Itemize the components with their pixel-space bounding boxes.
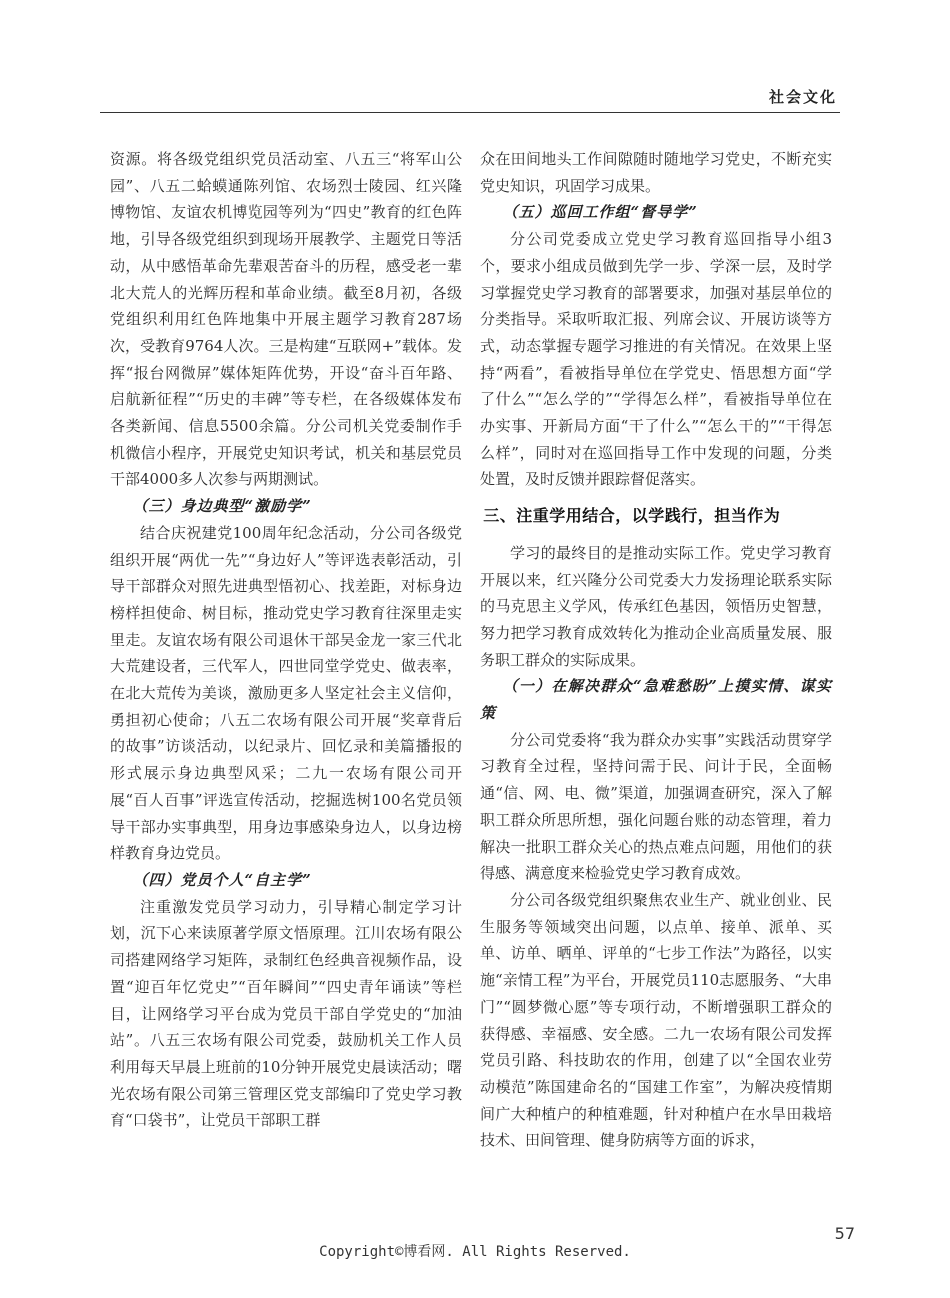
subheading: （三）身边典型“激励学” xyxy=(132,497,312,516)
paragraph: 众在田间地头工作间隙随时随地学习党史，不断充实党史知识，巩固学习成果。 xyxy=(480,150,832,195)
subheading: （四）党员个人“自主学” xyxy=(132,870,312,889)
paragraph: 分公司党委将“我为群众办实事”实践活动贯穿学习教育全过程，坚持问需于民、问计于民，全面畅通“信、网、电、微”渠道，加强调查研究，深入了解职工群众所思所想，强化问题台账的动态管理，着力解决一批职工群众关心的热点难点问题，用他们的获得感、满意度来检验党史学习教育成效。 xyxy=(480,730,832,883)
paragraph: 资源。将各级党组织党员活动室、八五三“将军山公园”、八五二蛤蟆通陈列馆、农场烈士陵园、红兴隆博物馆、友谊农机博览园等列为“四史”教育的红色阵地，引导各级党组织到现场开展教学、主题党日等活动，从中感悟革命先辈艰苦奋斗的历程，感受老一辈北大荒人的光辉历程和革命业绩。截至8月初，各级党组织利用红色阵地集中开展主题学习教育287场次，受教育9764人次。三是构建“互联网+”载体。发挥“报台网微屏”媒体矩阵优势，开设“奋斗百年路、启航新征程”“历史的丰碑”等专栏，在各级媒体发布各类新闻、信息5500余篇。分公司机关党委制作手机微信小程序，开展党史知识考试，机关和基层党员干部4000多人次参与两期测试。 xyxy=(110,150,462,489)
subheading: （五）巡回工作组“督导学” xyxy=(502,203,698,222)
paragraph: 学习的最终目的是推动实际工作。党史学习教育开展以来，红兴隆分公司党委大力发扬理论联系实际的马克思主义学风，传承红色基因，领悟历史智慧，努力把学习教育成效转化为推动企业高质量发展、服务职工群众的实际成果。 xyxy=(480,543,832,669)
copyright-notice: Copyright©博看网. All Rights Reserved. xyxy=(319,1244,631,1260)
paragraph: 结合庆祝建党100周年纪念活动，分公司各级党组织开展“两优一先”“身边好人”等评选表彰活动，引导干部群众对照先进典型悟初心、找差距，对标身边榜样担使命、树目标，推动党史学习教育往深里走实里走。友谊农场有限公司退休干部吴金龙一家三代北大荒建设者，三代军人，四世同堂学党史、做表率，在北大荒传为美谈，激励更多人坚定社会主义信仰，勇担初心使命；八五二农场有限公司开展“奖章背后的故事”访谈活动，以纪录片、回忆录和美篇播报的形式展示身边典型风采；二九一农场有限公司开展“百人百事”评选宣传活动，挖掘选树100名党员领导干部办实事典型，用身边事感染身边人，以身边榜样教育身边党员。 xyxy=(110,523,462,863)
header-rule xyxy=(100,112,840,113)
subheading: （一）在解决群众“急难愁盼”上摸实情、谋实策 xyxy=(480,677,832,723)
paragraph: 分公司党委成立党史学习教育巡回指导小组3个，要求小组成员做到先学一步、学深一层，及时学习掌握党史学习教育的部署要求，加强对基层单位的分类指导。采取听取汇报、列席会议、开展访谈等方式，动态掌握专题学习推进的有关情况。在效果上坚持“两看”，看被指导单位在学党史、悟思想方面“学了什么”“怎么学的”“学得怎么样”，看被指导单位在办实事、开新局方面“干了什么”“怎么干的”“干得怎么样”，同时对在巡回指导工作中发现的问题，分类处置，及时反馈并跟踪督促落实。 xyxy=(480,230,832,489)
left-column xyxy=(110,146,462,1134)
paragraph: 注重激发党员学习动力，引导精心制定学习计划，沉下心来读原著学原文悟原理。江川农场有限公司搭建网络学习矩阵，录制红色经典音视频作品，设置“迎百年忆党史”“百年瞬间”“四史青年诵读”等栏目，让网络学习平台成为党员干部自学党史的“加油站”。八五三农场有限公司党委，鼓励机关工作人员利用每天早晨上班前的10分钟开展党史晨读活动；曙光农场有限公司第三管理区党支部编印了党史学习教育“口袋书”，让党员干部职工群 xyxy=(110,897,462,1130)
section-label: 社会文化 xyxy=(768,88,837,106)
right-column xyxy=(480,146,832,1154)
section-heading: 三、注重学用结合，以学践行，担当作为 xyxy=(483,506,781,526)
page-number: 57 xyxy=(834,1224,855,1243)
paragraph: 分公司各级党组织聚焦农业生产、就业创业、民生服务等领域突出问题，以点单、接单、派单、买单、访单、晒单、评单的“七步工作法”为路径，以实施“亲情工程”为平台，开展党员110志愿服务、“大串门”“圆梦微心愿”等专项行动，不断增强职工群众的获得感、幸福感、安全感。二九一农场有限公司发挥党员引路、科技助农的作用，创建了以“全国农业劳动模范”陈国建命名的“国建工作室”，为解决疫情期间广大种植户的种植难题，针对种植户在水旱田栽培技术、田间管理、健身防病等方面的诉求， xyxy=(480,890,832,1150)
